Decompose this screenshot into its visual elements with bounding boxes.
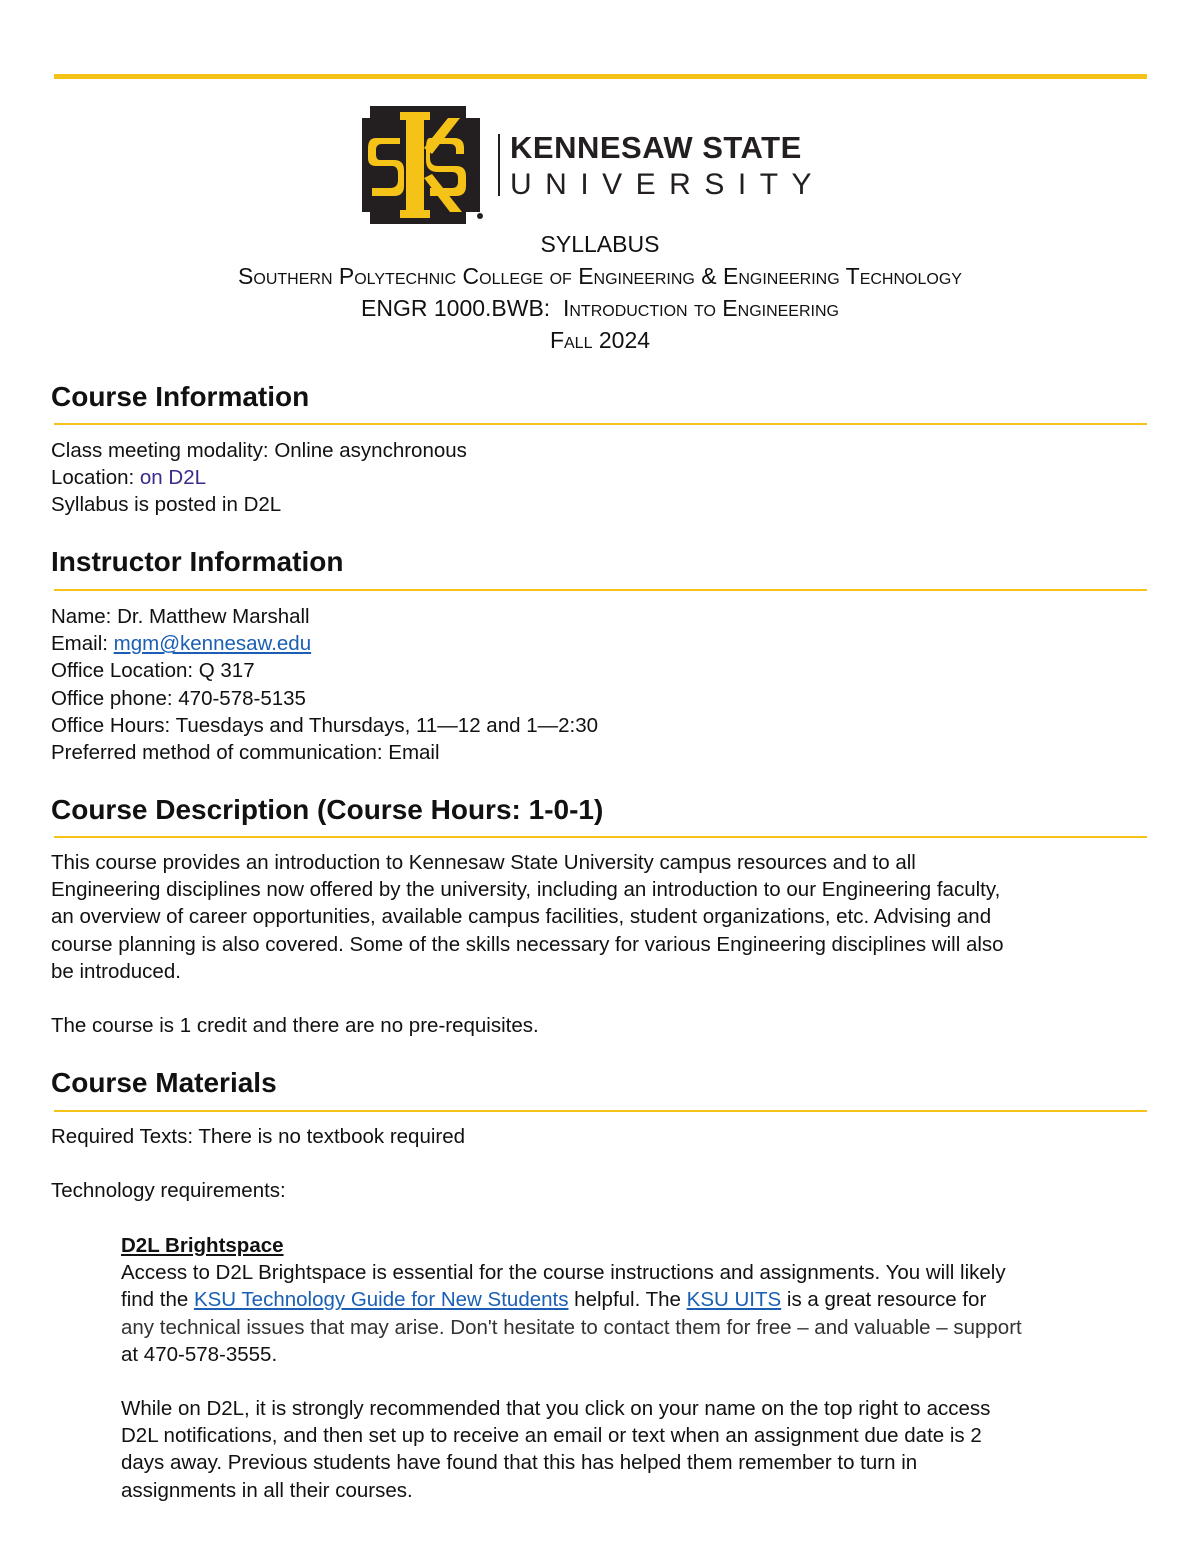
email-line xyxy=(51,630,1151,657)
location-link[interactable]: on D2L xyxy=(139,466,207,490)
d2l-line: any technical issues that may arise. Don't hesitate to contact them for free – and valuable – support xyxy=(121,1315,1022,1339)
course-materials-body xyxy=(51,1123,1151,1204)
location-line xyxy=(51,464,1151,491)
preferred-communication-line xyxy=(51,739,1151,766)
section-rule xyxy=(54,836,1147,838)
modality-label: Class meeting modality: xyxy=(51,439,275,462)
syllabus-note: Syllabus is posted in D2L xyxy=(51,493,282,517)
ksu-uits-link[interactable]: KSU UITS xyxy=(686,1288,782,1312)
section-instructor-information xyxy=(51,545,1151,579)
hours-label: Office Hours: xyxy=(51,713,176,737)
office-value: Q 317 xyxy=(198,659,255,683)
course-title-line xyxy=(0,292,1200,324)
credit-note: The course is 1 credit and there are no pre-requisites. xyxy=(51,1014,539,1038)
description-line: be introduced. xyxy=(51,959,181,983)
phone-label: Office phone: xyxy=(51,686,179,710)
instructor-information-body xyxy=(51,603,1151,766)
course-information-body xyxy=(51,437,1151,519)
top-gold-rule xyxy=(54,74,1147,79)
modality-value: Online asynchronous xyxy=(274,439,467,462)
d2l-text: helpful. The xyxy=(568,1288,687,1312)
course-title: Introduction to Engineering xyxy=(562,295,839,321)
course-description-body xyxy=(51,849,1151,1039)
logo-divider xyxy=(498,134,500,196)
d2l-line: at 470-578-3555. xyxy=(121,1342,278,1366)
name-label: Name: xyxy=(51,605,118,628)
office-line xyxy=(51,657,1151,684)
description-line: Engineering disciplines now offered by the university, including an introduction to our Engineering faculty, xyxy=(51,878,1001,902)
modality-line xyxy=(51,437,1151,464)
description-line: course planning is also covered. Some of the skills necessary for various Engineering disciplines will also xyxy=(51,932,1004,956)
pref-label: Preferred method of communication: xyxy=(51,741,389,765)
email-label: Email: xyxy=(51,632,114,656)
phone-value: 470-578-5135 xyxy=(178,686,306,710)
email-link[interactable]: mgm@kennesaw.edu xyxy=(113,632,312,656)
d2l-line-with-links xyxy=(121,1286,1181,1313)
d2l-line: Access to D2L Brightspace is essential for the course instructions and assignments. You will likely xyxy=(121,1261,1006,1285)
logo-text-kennesaw-state: KENNESAW STATE xyxy=(510,130,802,165)
name-value: Dr. Matthew Marshall xyxy=(117,605,310,628)
d2l-notification-line: D2L notifications, and then set up to receive an email or text when an assignment due date is 2 xyxy=(121,1424,982,1448)
section-rule xyxy=(54,423,1147,425)
section-course-materials xyxy=(51,1066,1151,1100)
d2l-text: is a great resource for xyxy=(781,1288,987,1312)
d2l-text: find the xyxy=(121,1288,194,1312)
section-course-description xyxy=(51,793,1151,827)
phone-line xyxy=(51,685,1151,712)
d2l-brightspace-block xyxy=(121,1232,1181,1504)
d2l-notification-line: days away. Previous students have found that this has helped them remember to turn in xyxy=(121,1451,918,1475)
instructor-information-heading: Instructor Information xyxy=(51,546,344,577)
syllabus-title-block xyxy=(0,228,1200,356)
term: Fall 2024 xyxy=(549,327,651,353)
college-name: Southern Polytechnic College of Engineering & Engineering Technology xyxy=(238,263,962,289)
course-materials-heading: Course Materials xyxy=(51,1067,277,1098)
hours-value: Tuesdays and Thursdays, 11—12 and 1—2:30 xyxy=(175,713,598,737)
course-information-heading: Course Information xyxy=(51,381,310,412)
office-label: Office Location: xyxy=(51,659,199,683)
required-texts: Required Texts: There is no textbook required xyxy=(51,1125,466,1148)
course-code: ENGR 1000.BWB: xyxy=(361,295,551,321)
section-course-information xyxy=(51,380,1151,414)
hours-line xyxy=(51,712,1151,739)
name-line xyxy=(51,603,1151,630)
section-rule xyxy=(54,589,1147,591)
section-rule xyxy=(54,1110,1147,1112)
description-line: an overview of career opportunities, available campus facilities, student organizations, etc. Advising and xyxy=(51,905,992,929)
ksu-logo xyxy=(360,104,860,228)
pref-value: Email xyxy=(388,741,440,765)
syllabus-heading: SYLLABUS xyxy=(540,231,660,257)
d2l-notification-line: While on D2L, it is strongly recommended that you click on your name on the top right to access xyxy=(121,1397,991,1421)
ksu-seal-icon xyxy=(360,104,490,228)
d2l-notification-line: assignments in all their courses. xyxy=(121,1478,413,1502)
d2l-title: D2L Brightspace xyxy=(121,1234,284,1257)
ksu-technology-guide-link[interactable]: KSU Technology Guide for New Students xyxy=(193,1288,569,1312)
course-description-heading: Course Description (Course Hours: 1-0-1) xyxy=(51,794,604,825)
description-line: This course provides an introduction to Kennesaw State University campus resources and to all xyxy=(51,851,916,874)
location-label: Location: xyxy=(51,466,140,490)
logo-text-university: UNIVERSITY xyxy=(510,168,826,201)
tech-requirements: Technology requirements: xyxy=(51,1179,286,1203)
